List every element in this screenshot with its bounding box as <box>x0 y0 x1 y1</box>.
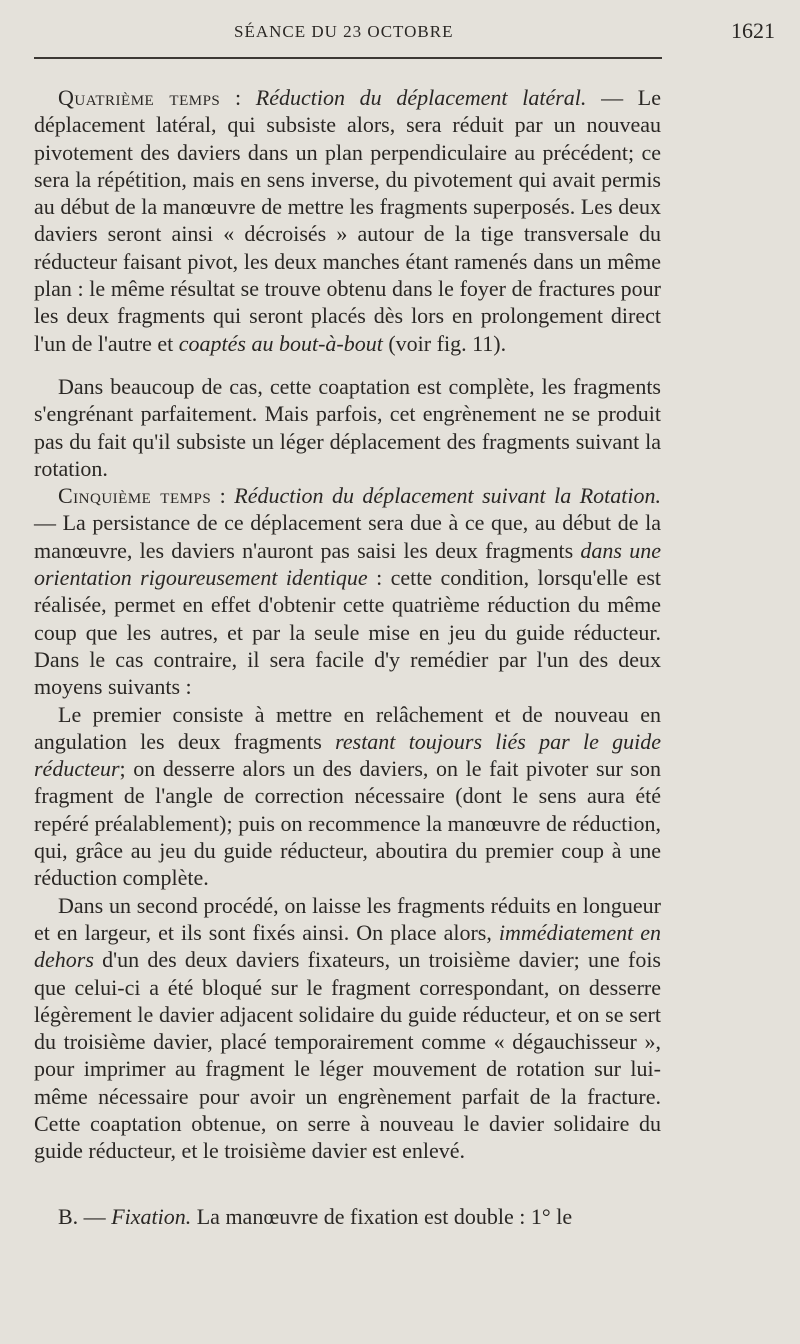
paragraph-text: : cette condition, lorsqu'elle est réalisée, permet en effet d'obtenir cette quatrième réduction du même coup que les autres, et par la seule mise en jeu du guide réducteur. Dans le cas contraire, il sera facile d'y remédier par l'un des deux moyens suivants : <box>34 565 661 700</box>
section-title: Fixation. <box>111 1203 192 1229</box>
section-lead: B. — <box>58 1203 112 1229</box>
paragraph-text: Dans un second procédé, on laisse les fragments réduits en longueur et en largeur, et ils sont fixés ainsi. On place alors, <box>34 892 661 945</box>
italic-phrase: restant toujours liés par le guide réducteur <box>34 728 661 782</box>
section-title: Réduction du déplacement latéral. <box>255 85 587 110</box>
paragraph-text: d'un des deux daviers fixateurs, un troisième davier; une fois que celui-ci a été bloqué sur le fragment correspondant, on desserre légèrement le davier adjacent solidaire du guide réducteur, et on se sert du troisième davier, placé temporairement comme « dégauchisseur », pour imprimer au fragment le léger mouvement de rotation sur lui-même nécessaire pour avoir un engrènement parfait de la fracture. Cette coaptation obtenue, on serre à nouveau le davier solidaire du guide réducteur, et le troisième davier est enlevé. <box>34 947 661 1164</box>
italic-phrase: dans une orientation rigoureusement identique <box>34 537 661 591</box>
paragraph-second-method <box>34 892 661 1165</box>
section-title: Réduction du déplacement suivant la Rotation. <box>234 483 661 509</box>
body-text <box>34 84 661 1230</box>
italic-phrase: coaptés au bout-à-bout <box>178 330 383 356</box>
paragraph-text: ; on desserre alors un des daviers, on le fait pivoter sur son fragment de l'angle de correction nécessaire (dont le sens aura été repéré préalablement); puis on recommence la manœuvre de réduction, qui, grâce au jeu du guide réducteur, aboutira du premier coup à une réduction complète. <box>34 756 661 891</box>
paragraph-text: La manœuvre de fixation est double : 1° le <box>191 1203 573 1229</box>
running-title: SÉANCE DU 23 OCTOBRE <box>234 22 454 41</box>
paragraph-coaptation <box>34 373 661 482</box>
paragraph-fixation <box>34 1203 661 1230</box>
paragraph-text: Le premier consiste à mettre en relâchement et de nouveau en angulation les deux fragments <box>34 701 661 754</box>
page-number: 1621 <box>731 18 775 43</box>
paragraph-text: (voir fig. 11). <box>382 330 507 356</box>
section-lead: Quatrième temps <box>58 85 221 110</box>
header-rule <box>34 57 662 59</box>
paragraph-text: — La persistance de ce déplacement sera due à ce que, au début de la manœuvre, les daviers n'auront pas saisi les deux fragments <box>34 510 661 563</box>
paragraph-fourth-step: Quatrième temps : Réduction du déplacement latéral. — Le déplacement latéral, qui subsiste alors, sera réduit par un nouveau pivotement des daviers dans un plan perpendiculaire au précédent; ce sera la répétition, mais en sens inverse, du pivotement qui avait permis au début de la manœuvre de mettre les fragments superposés. Les deux daviers seront ainsi « décroisés » autour de la tige transversale du réducteur faisant pivot, les deux manches étant ramenés dans un même plan : le même résultat se trouve obtenu dans le foyer de fractures pour les deux fragments qui seront placés dès lors en prolongement direct l'un de l'autre et coaptés au bout-à-bout (voir fig. 11). <box>34 85 662 356</box>
page-header <box>34 18 775 48</box>
paragraph-text: — Le déplacement latéral, qui subsiste alors, sera réduit par un nouveau pivotement des daviers dans un plan perpendiculaire au précédent; ce sera la répétition, mais en sens inverse, du pivotement qui avait permis au début de la manœuvre de mettre les fragments superposés. Les deux daviers seront ainsi « décroisés » autour de la tige transversale du réducteur faisant pivot, les deux manches étant ramenés dans un même plan : le même résultat se trouve obtenu dans le foyer de fractures pour les deux fragments qui seront placés dès lors en prolongement direct l'un de l'autre et <box>34 85 662 356</box>
paragraph-first-method <box>34 701 661 892</box>
paragraph-text: Dans beaucoup de cas, cette coaptation est complète, les fragments s'engrénant parfaitement. Mais parfois, cet engrènement ne se produit pas du fait qu'il subsiste un léger déplacement des fragments suivant la rotation. <box>34 373 661 481</box>
section-lead: Cinquième temps <box>58 483 212 509</box>
paragraph-fifth-step: Cinquième temps : Réduction du déplacement suivant la Rotation. — La persistance de ce déplacement sera due à ce que, au début de la manœuvre, les daviers n'auront pas saisi les deux fragments dans une orientation rigoureusement identique : cette condition, lorsqu'elle est réalisée, permet en effet d'obtenir cette quatrième réduction du même coup que les autres, et par la seule mise en jeu du guide réducteur. Dans le cas contraire, il sera facile d'y remédier par l'un des deux moyens suivants : <box>34 483 661 700</box>
italic-phrase: immédiatement en dehors <box>34 919 661 973</box>
